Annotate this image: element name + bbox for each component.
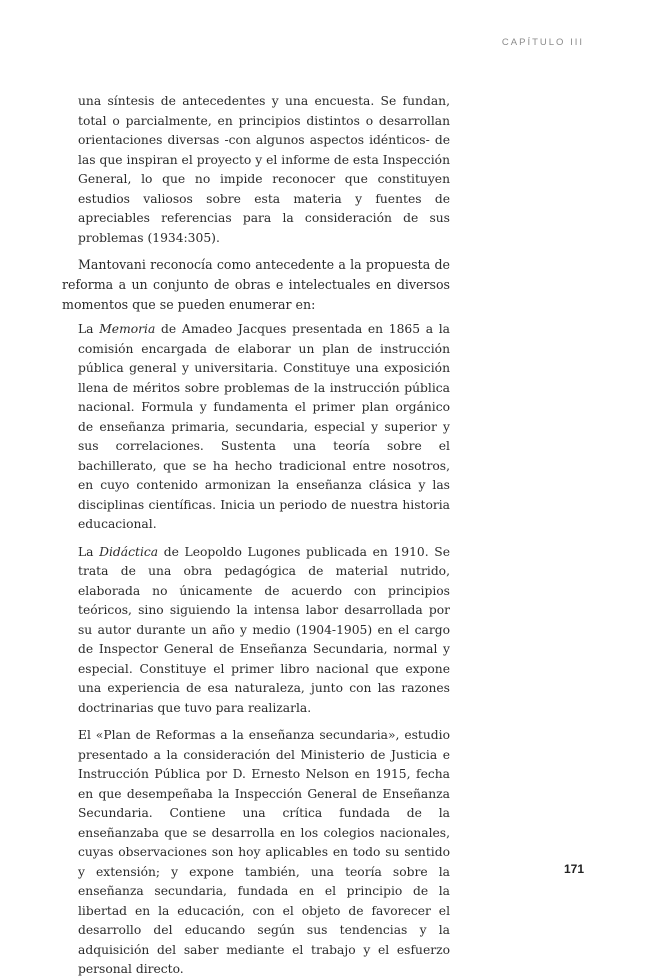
item-lead: La: [78, 544, 100, 559]
list-item-memoria: [62, 320, 450, 535]
intro-paragraph: Mantovani reconocía como antecedente a la propuesta de reforma a un conjunto de obras e intelectuales en diversos momentos que se pueden enumerar en:: [62, 257, 450, 312]
work-title-didactica: Didáctica: [99, 544, 159, 559]
block-quote-continuation: una síntesis de antecedentes y una encuesta. Se fundan, total o parcialmente, en principios distintos o desarrollan orientaciones diversas -con algunos aspectos idénticos- de las que inspiran el proyecto y el informe de esta Inspección General, lo que no impide reconocer que constituyen estudios valiosos sobre esta materia y fuentes de apreciables referencias para la consideración de sus problemas (1934:305).: [78, 94, 450, 245]
running-header: CAPÍTULO III: [501, 37, 584, 48]
page-body: [62, 92, 450, 980]
item-text: de Amadeo Jacques presentada en 1865 a la comisión encargada de elaborar un plan de instrucción pública general y universitaria. Constituye una exposición llena de méritos sobre problemas de la instrucción pública nacional. Formula y fundamenta el primer plan orgánico de enseñanza primaria, secundaria, especial y superior y sus correlaciones. Sustenta una teoría sobre el bachillerato, que se ha hecho tradicional entre nosotros, en cuyo contenido armonizan la enseñanza clásica y las disciplinas científicas. Inicia un periodo de nuestra historia educacional.: [78, 322, 451, 531]
list-item-plan-de-reformas: [62, 726, 450, 980]
list-item-didactica: [62, 543, 450, 719]
item-lead: La: [78, 322, 100, 336]
work-title-memoria: Memoria: [99, 322, 156, 336]
item-text: de Leopoldo Lugones publicada en 1910. Se trata de una obra pedagógica de material nutrido, elaborada no únicamente de acuerdo con principios teóricos, sino siguiendo la intensa labor desarrollada por su autor durante un año y medio (1904-1905) en el cargo de Inspector General de Enseñanza Secundaria, normal y especial. Constituye el primer libro nacional que expone una experiencia de esa naturaleza, junto con las razones doctrinarias que tuvo para realizarla.: [78, 544, 450, 715]
page-number: 171: [563, 862, 584, 876]
item-text: El «Plan de Reformas a la enseñanza secundaria», estudio presentado a la consideración del Ministerio de Justicia e Instrucción Pública por D. Ernesto Nelson en 1915, fecha en que desempeñaba la Inspección General de Enseñanza Secundaria. Contiene una crítica fundada de la enseñanzaba que se desarrolla en los colegios nacionales, cuyas observaciones son hoy aplicables en todo su sentido y extensión; y expone también, una teoría sobre la enseñanza secundaria, fundada en el principio de la libertad en la educación, con el objeto de favorecer el desarrollo del educando según sus tendencias y la adquisición del saber mediante el trabajo y el esfuerzo personal directo.: [78, 728, 450, 976]
